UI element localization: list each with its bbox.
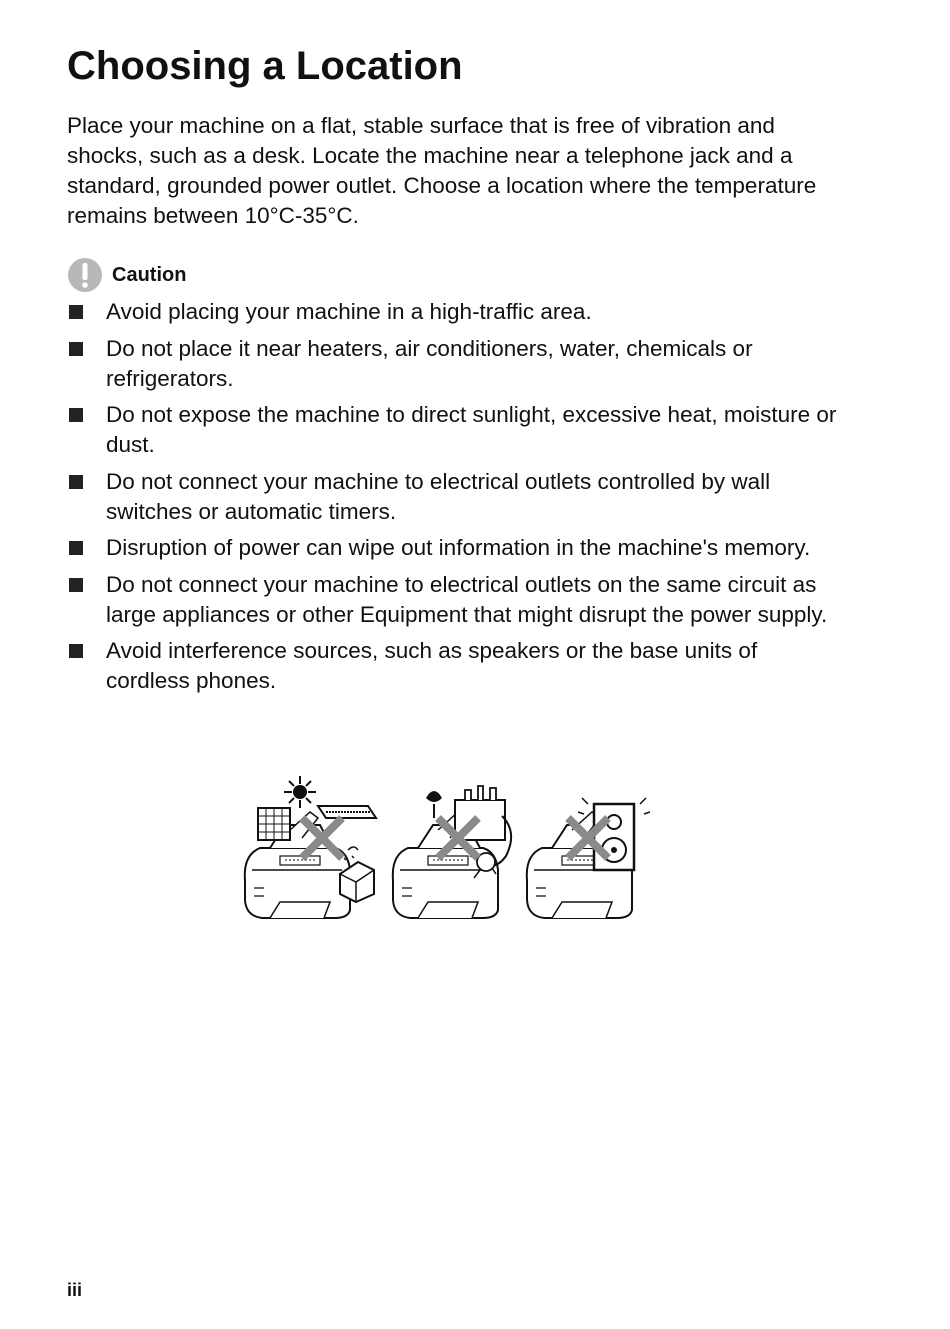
caution-item-text: Avoid interference sources, such as speakers or the base units of cordless phones. [106,638,758,693]
square-bullet-icon [69,475,83,489]
caution-item [67,533,837,563]
exclamation-icon [67,257,103,293]
caution-label: Caution [112,264,187,286]
caution-item-text: Do not connect your machine to electrical outlets on the same circuit as large appliances or other Equipment that might disrupt the power supply. [106,571,828,627]
caution-item [67,570,837,630]
page-number: iii [67,1280,83,1300]
caution-item-text: Do not place it near heaters, air conditioners, water, chemicals or refrigerators. [106,335,753,391]
caution-item [67,467,837,527]
square-bullet-icon [69,342,83,356]
caution-item [67,297,837,327]
square-bullet-icon [69,408,83,422]
machine-near-sun-heater-icon [245,776,376,918]
machine-near-water-chemicals-icon [393,786,511,918]
caution-item-text: Do not connect your machine to electrical outlets controlled by wall switches or automatic timers. [106,468,771,524]
square-bullet-icon [69,305,83,319]
page-title: Choosing a Location [67,44,463,88]
intro-paragraph: Place your machine on a flat, stable surface that is free of vibration and shocks, such as a desk. Locate the machine near a telephone jack and a standard, grounded power outlet. Choose a location where the temperature remains between 10°C-35°C. [67,113,817,228]
caution-item-text: Do not expose the machine to direct sunlight, excessive heat, moisture or dust. [106,402,837,457]
caution-item-text: Avoid placing your machine in a high-traffic area. [106,299,592,324]
square-bullet-icon [69,541,83,555]
square-bullet-icon [69,578,83,592]
caution-heading [67,257,186,293]
caution-item [67,636,837,696]
machine-near-speaker-icon [527,798,650,918]
caution-item [67,400,837,460]
caution-item-text: Disruption of power can wipe out information in the machine's memory. [106,535,811,560]
square-bullet-icon [69,644,83,658]
caution-list [67,297,837,703]
location-warning-illustration [240,770,650,930]
caution-item [67,334,837,394]
